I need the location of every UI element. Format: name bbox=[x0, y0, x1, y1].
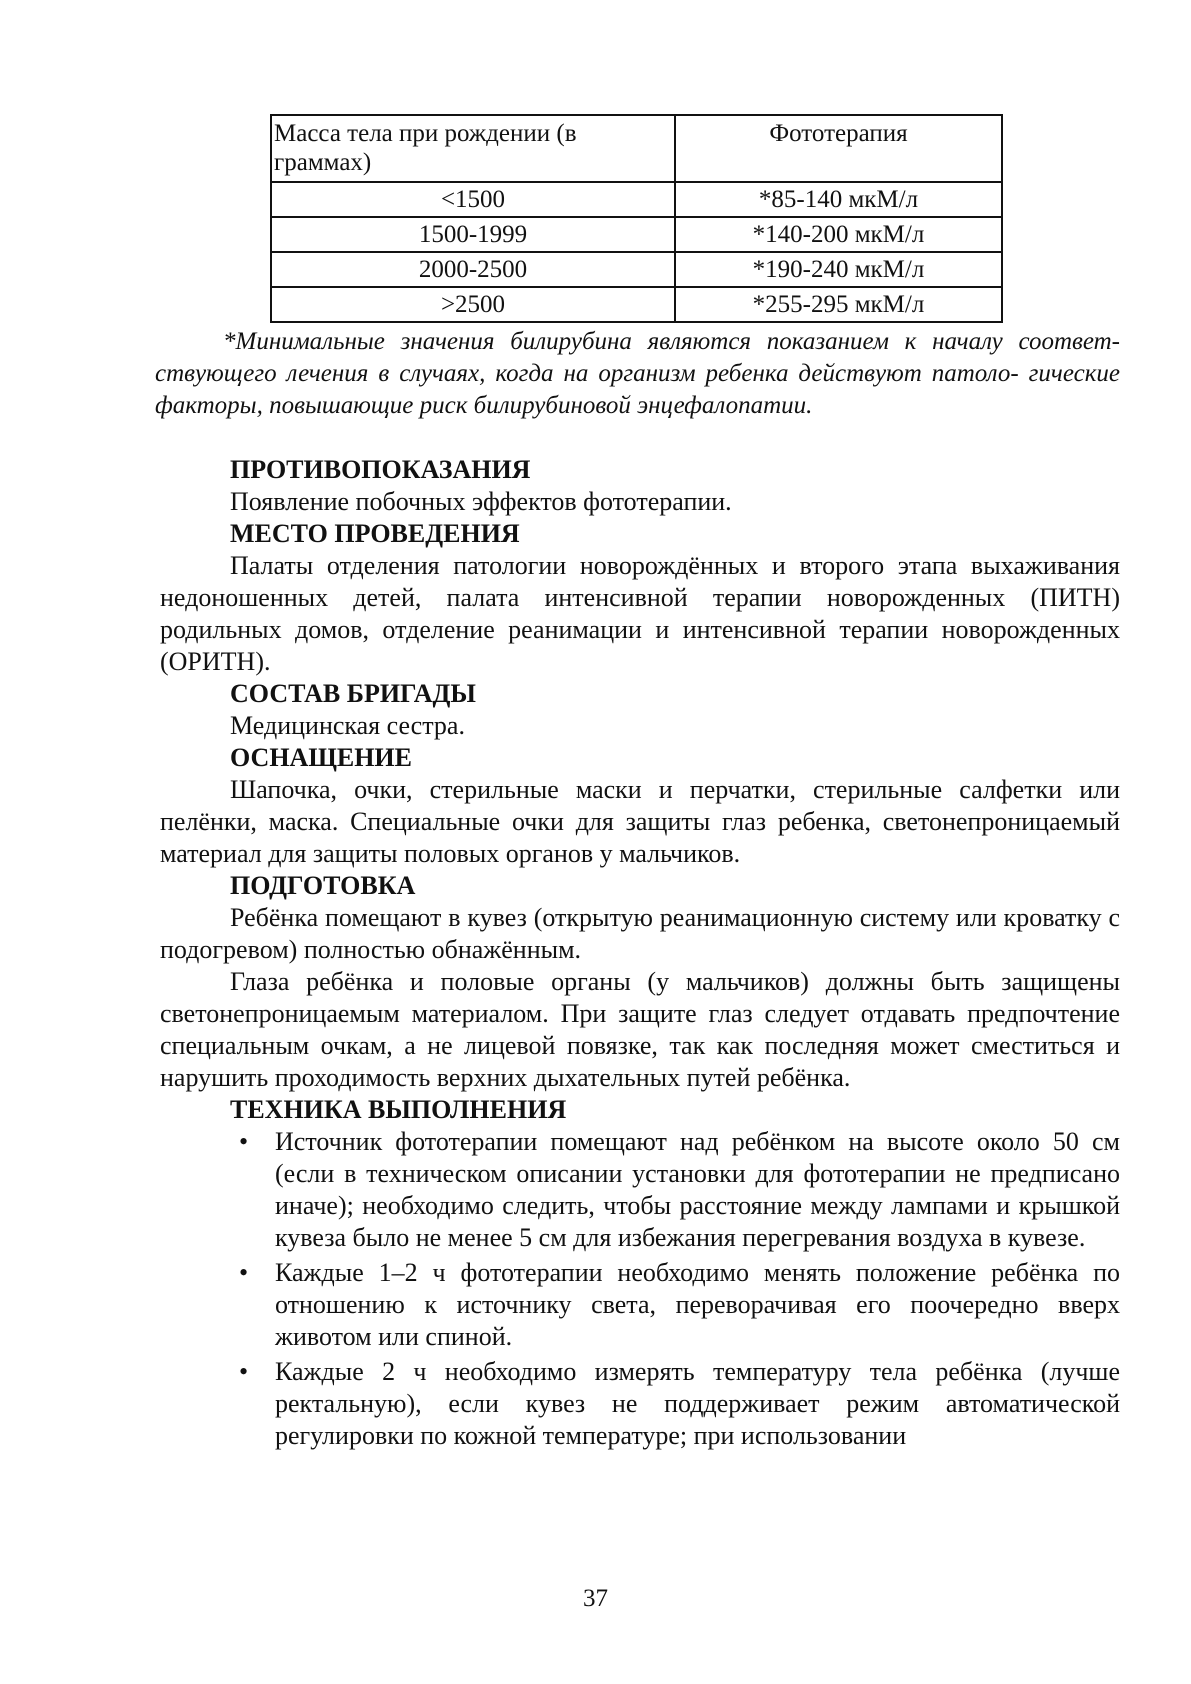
table-header-birth-weight: Масса тела при рождении (в граммах) bbox=[271, 115, 675, 182]
bullet-icon: • bbox=[239, 1357, 249, 1386]
page-number: 37 bbox=[583, 1585, 608, 1612]
list-item-text: Каждые 2 ч необходимо измерять температуру тела ребёнка (лучше ректальную), если кувез не поддерживает режим автоматической регулировки по кожной температуре; при использовании bbox=[275, 1357, 1120, 1450]
table-footnote: *Минимальные значения билирубина являются показанием к началу соответ-ствующего лечения в случаях, когда на организм ребенка действуют патоло- гические факторы, повышающие риск билирубиновой энцефалопатии. bbox=[155, 328, 1120, 419]
table-cell-weight: 1500-1999 bbox=[271, 217, 675, 252]
table-cell-weight: 2000-2500 bbox=[271, 252, 675, 287]
list-item-text: Каждые 1–2 ч фототерапии необходимо менять положение ребёнка по отношению к источнику света, переворачивая его поочередно вверх животом или спиной. bbox=[275, 1258, 1120, 1351]
bilirubin-threshold-table bbox=[270, 114, 1003, 323]
table-cell-threshold: *255-295 мкМ/л bbox=[675, 287, 1002, 322]
section-text-equipment: Шапочка, очки, стерильные маски и перчатки, стерильные салфетки или пелёнки, маска. Специальные очки для защиты глаз ребенка, светонепроницаемый материал для защиты половых органов у мальчиков. bbox=[160, 775, 1120, 868]
list-item bbox=[239, 1356, 1120, 1452]
table-header-phototherapy: Фототерапия bbox=[675, 115, 1002, 182]
list-item-text: Источник фототерапии помещают над ребёнком на высоте около 50 см (если в техническом описании установки для фототерапии не предписано иначе); необходимо следить, чтобы расстояние между лампами и крышкой кувеза было не менее 5 см для избежания перегревания воздуха в кувезе. bbox=[275, 1127, 1120, 1252]
bullet-icon: • bbox=[239, 1258, 249, 1287]
section-text-preparation-1: Ребёнка помещают в кувез (открытую реанимационную систему или кроватку с подогревом) полностью обнажённым. bbox=[160, 903, 1120, 964]
table-cell-threshold: *190-240 мкМ/л bbox=[675, 252, 1002, 287]
section-heading-technique: ТЕХНИКА ВЫПОЛНЕНИЯ bbox=[230, 1095, 567, 1124]
bullet-icon: • bbox=[239, 1127, 249, 1156]
section-text-team: Медицинская сестра. bbox=[230, 711, 465, 740]
section-heading-location: МЕСТО ПРОВЕДЕНИЯ bbox=[230, 519, 520, 548]
table-cell-threshold: *140-200 мкМ/л bbox=[675, 217, 1002, 252]
table-row bbox=[271, 287, 1002, 322]
table-row bbox=[271, 182, 1002, 217]
table-row bbox=[271, 252, 1002, 287]
document-body bbox=[160, 454, 1120, 1455]
section-text-location: Палаты отделения патологии новорождённых и второго этапа выхаживания недоношенных детей, палата интенсивной терапии новорожденных (ПИТН) родильных домов, отделение реанимации и интенсивной терапии новорожденных (ОРИТН). bbox=[160, 551, 1120, 676]
table-row bbox=[271, 217, 1002, 252]
section-heading-equipment: ОСНАЩЕНИЕ bbox=[230, 743, 412, 772]
section-text-contraindications: Появление побочных эффектов фототерапии. bbox=[230, 487, 732, 516]
list-item bbox=[239, 1257, 1120, 1353]
table-cell-threshold: *85-140 мкМ/л bbox=[675, 182, 1002, 217]
table-cell-weight: <1500 bbox=[271, 182, 675, 217]
table-cell-weight: >2500 bbox=[271, 287, 675, 322]
section-heading-team: СОСТАВ БРИГАДЫ bbox=[230, 679, 476, 708]
list-item bbox=[239, 1126, 1120, 1254]
technique-list bbox=[160, 1126, 1120, 1452]
section-heading-preparation: ПОДГОТОВКА bbox=[230, 871, 416, 900]
section-heading-contraindications: ПРОТИВОПОКАЗАНИЯ bbox=[230, 455, 531, 484]
table-header-row bbox=[271, 115, 1002, 182]
section-text-preparation-2: Глаза ребёнка и половые органы (у мальчиков) должны быть защищены светонепроницаемым материалом. При защите глаз следует отдавать предпочтение специальным очкам, а не лицевой повязке, так как последняя может сместиться и нарушить проходимость верхних дыхательных путей ребёнка. bbox=[160, 967, 1120, 1092]
